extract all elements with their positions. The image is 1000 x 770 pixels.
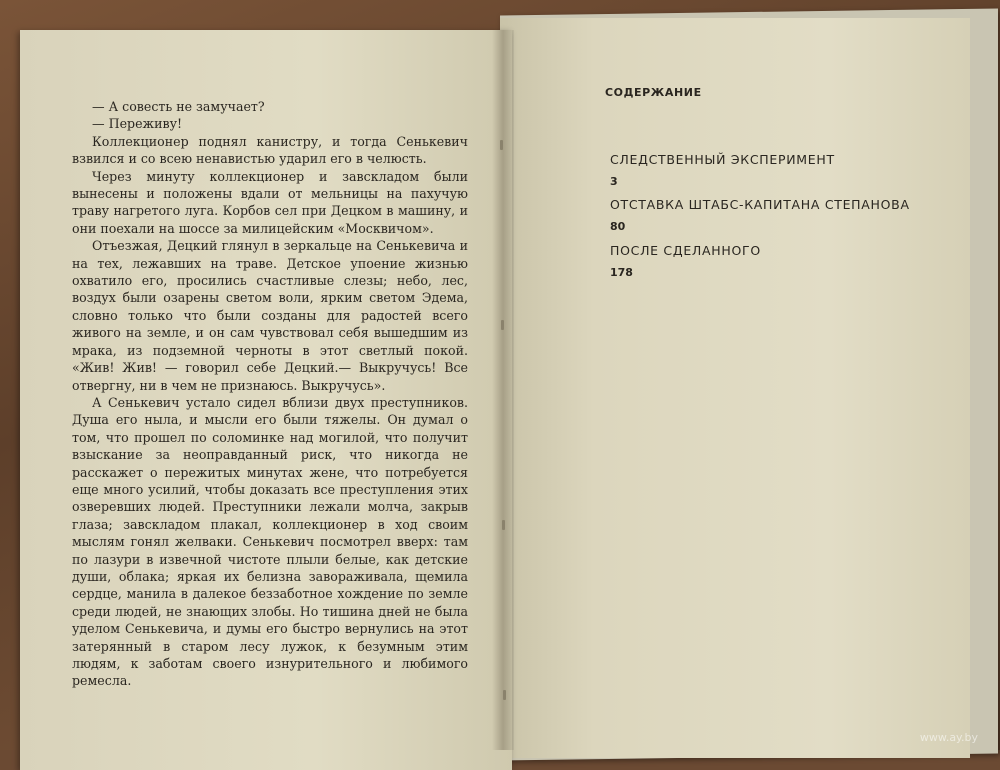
right-page [500,18,970,758]
binding-stitch [502,520,505,530]
toc-entry-title: ОТСТАВКА ШТАБС-КАПИТАНА СТЕПАНОВА [610,197,910,212]
paragraph: А Сенькевич устало сидел вблизи двух преступников. Душа его ныла, и мысли его были тяжелы. Он думал о том, что прошел по соломинке над могилой, что получит взыскание за неоправданный риск, что никогда не расскажет о пережитых минутах жене, что потребуется еще много усилий, чтобы доказать все преступления этих озверевших людей. Преступники лежали молча, закрыв глаза; завскладом плакал, коллекционер в ход своим мыслям гонял желваки. Сенькевич посмотрел вверх: там по лазури в извечной чистоте плыли белые, как детские души, облака; яркая их белизна завораживала, щемила сердце, манила в далекое беззаботное хождение по земле среди людей, не знающих злобы. Но тишина дней не была уделом Сенькевича, и думы его быстро вернулись на этот затерянный в старом лесу лужок, к безумным этим людям, к заботам своего изнурительного и любимого ремесла. [72,394,468,689]
paragraph: — Переживу! [92,116,183,132]
paragraph: — А совесть не замучает? [92,99,265,114]
toc-entry-page: 80 [610,220,626,233]
toc-entry [610,243,761,279]
watermark: www.ay.by [919,731,978,744]
contents-heading: СОДЕРЖАНИЕ [605,86,702,99]
toc-entry-page: 178 [610,266,633,279]
toc-entry-title: ПОСЛЕ СДЕЛАННОГО [610,243,761,258]
left-page-text [72,98,468,690]
binding-stitch [501,320,504,330]
paragraph: Отъезжая, Децкий глянул в зеркальце на Сенькевича и на тех, лежавших на траве. Детское упоение жизнью охватило его, просились счастливые слезы; небо, лес, воздух были озарены светом воли, ярким светом Эдема, словно только что были созданы для радостей всего живого на земле, и он сам чувствовал себя вышедшим из мрака, из подземной черноты в этот светлый покой. «Жив! Жив! — говорил себе Децкий.— Выкручусь! Все отвергну, ни в чем не признаюсь. Выкручусь». [72,238,468,393]
toc-entry-title: СЛЕДСТВЕННЫЙ ЭКСПЕРИМЕНТ [610,152,835,167]
toc-entry-page: 3 [610,175,618,188]
paragraph: Коллекционер поднял канистру, и тогда Сенькевич взвился и со всею ненавистью ударил его в челюсть. [72,133,468,167]
paragraph: Через минуту коллекционер и завскладом были вынесены и положены вдали от мельницы на пахучую траву нагретого луга. Корбов сел при Децком в машину, и они поехали на шоссе за милицейским «Москвичом». [72,168,468,236]
binding-stitch [503,690,506,700]
book-gutter [492,30,514,750]
toc-entry [610,152,835,188]
toc-entry [610,197,910,233]
binding-stitch [500,140,503,150]
